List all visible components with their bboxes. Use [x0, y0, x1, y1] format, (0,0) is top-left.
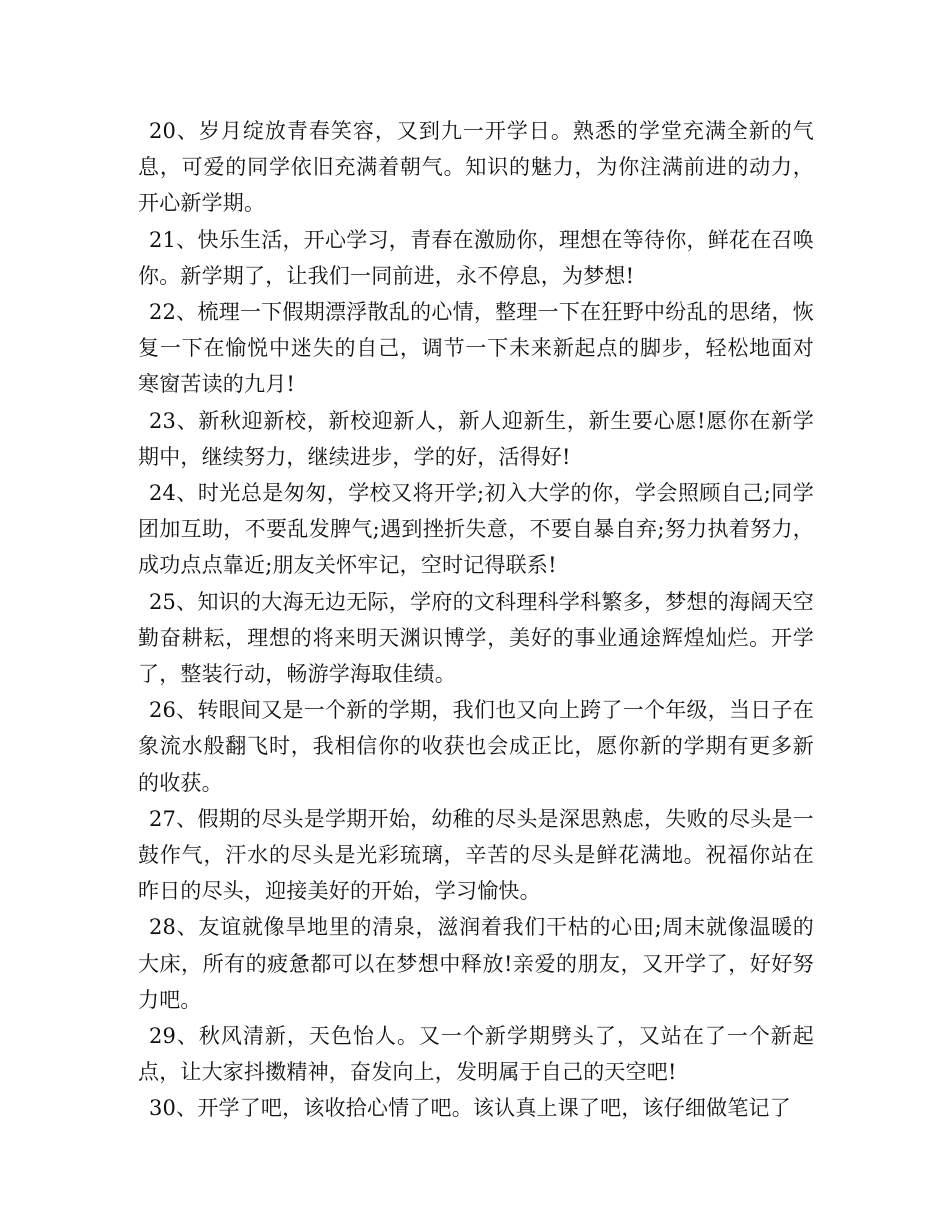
paragraph-26: 26、转眼间又是一个新的学期，我们也又向上跨了一个年级，当日子在象流水般翻飞时，我相信你的收获也会成正比，愿你新的学期有更多新的收获。 — [138, 698, 814, 795]
paragraph-28: 28、友谊就像旱地里的清泉，滋润着我们干枯的心田;周末就像温暖的大床，所有的疲惫都可以在梦想中释放!亲爱的朋友，又开学了，好好努力吧。 — [138, 915, 814, 1012]
paragraph-23: 23、新秋迎新校，新校迎新人，新人迎新生，新生要心愿!愿你在新学期中，继续努力，继续进步，学的好，活得好! — [138, 408, 814, 469]
paragraph-24: 24、时光总是匆匆，学校又将开学;初入大学的你，学会照顾自己;同学团加互助，不要乱发脾气;遇到挫折失意，不要自暴自弃;努力执着努力，成功点点靠近;朋友关怀牢记，空时记得联系! — [138, 481, 814, 578]
paragraph-20: 20、岁月绽放青春笑容，又到九一开学日。熟悉的学堂充满全新的气息，可爱的同学依旧充满着朝气。知识的魅力，为你注满前进的动力，开心新学期。 — [138, 119, 814, 216]
paragraph-22: 22、梳理一下假期漂浮散乱的心情，整理一下在狂野中纷乱的思绪，恢复一下在愉悦中迷失的自己，调节一下未来新起点的脚步，轻松地面对寒窗苦读的九月! — [138, 300, 814, 397]
paragraph-25: 25、知识的大海无边无际，学府的文科理科学科繁多，梦想的海阔天空勤奋耕耘，理想的将来明天渊识博学，美好的事业通途辉煌灿烂。开学了，整装行动，畅游学海取佳绩。 — [138, 589, 814, 687]
paragraph-29: 29、秋风清新，天色怡人。又一个新学期劈头了，又站在了一个新起点，让大家抖擞精神，奋发向上，发明属于自己的天空吧! — [138, 1024, 814, 1085]
paragraph-21: 21、快乐生活，开心学习，青春在激励你，理想在等待你，鲜花在召唤你。新学期了，让我们一同前进，永不停息，为梦想! — [138, 227, 814, 288]
paragraph-30: 30、开学了吧，该收拾心情了吧。该认真上课了吧，该仔细做笔记了 — [149, 1096, 791, 1121]
document-body — [138, 113, 814, 1127]
paragraph-27: 27、假期的尽头是学期开始，幼稚的尽头是深思熟虑，失败的尽头是一鼓作气，汗水的尽头是光彩琉璃，辛苦的尽头是鲜花满地。祝福你站在昨日的尽头，迎接美好的开始，学习愉快。 — [138, 806, 814, 904]
